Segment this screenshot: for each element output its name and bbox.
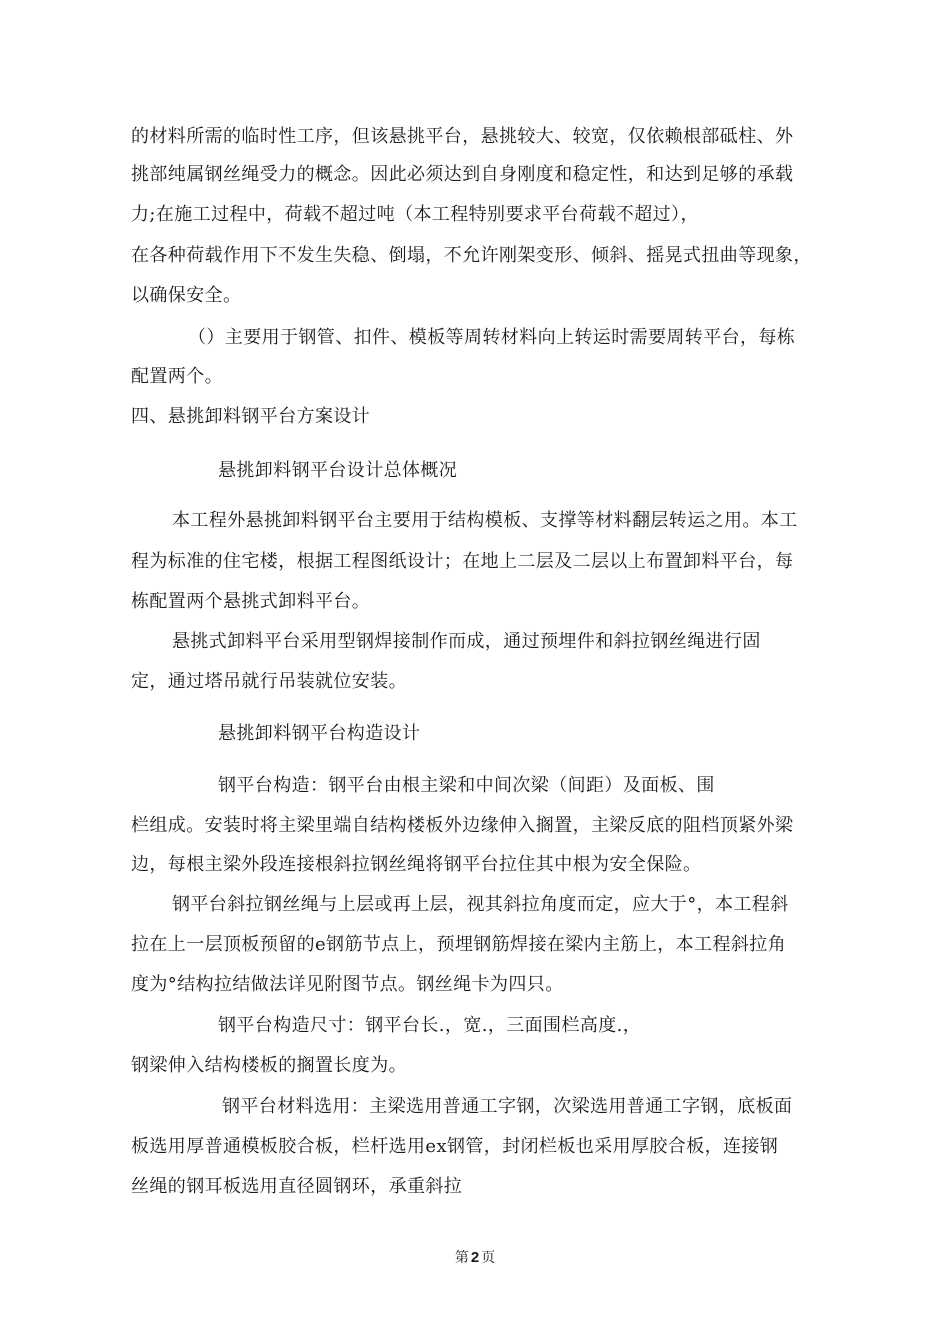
- body-line-11: 程为标准的住宅楼，根据工程图纸设计；在地上二层及二层以上布置卸料平台，每: [131, 551, 794, 572]
- body-line-4: 在各种荷载作用下不发生失稳、倒塌，不允许刚架变形、倾斜、摇晃式扭曲等现象，: [131, 245, 812, 266]
- body-line-22: 钢平台构造尺寸：钢平台长.，宽.，三面围栏高度.，: [218, 1015, 642, 1036]
- body-line-7: 配置两个。: [131, 366, 223, 387]
- body-line-10: 本工程外悬挑卸料钢平台主要用于结构模板、支撑等材料翻层转运之用。本工: [172, 510, 798, 531]
- body-line-24: 钢平台材料选用：主梁选用普通工字钢，次梁选用普通工字钢，底板面: [222, 1096, 793, 1117]
- page-number: 2: [470, 1249, 480, 1266]
- subsection-heading-1: 悬挑卸料钢平台设计总体概况: [218, 460, 458, 481]
- body-line-2: 挑部纯属钢丝绳受力的概念。因此必须达到自身刚度和稳定性，和达到足够的承载: [131, 164, 794, 185]
- body-line-18: 边，每根主梁外段连接根斜拉钢丝绳将钢平台拉住其中根为安全保险。: [131, 854, 702, 875]
- subsection-heading-2: 悬挑卸料钢平台构造设计: [218, 723, 421, 744]
- body-line-19: 钢平台斜拉钢丝绳与上层或再上层，视其斜拉角度而定，应大于°，本工程斜: [172, 894, 789, 915]
- body-line-17: 栏组成。安装时将主梁里端自结构楼板外边缘伸入搁置，主梁反底的阻档顶紧外梁: [131, 815, 794, 836]
- body-line-20: 拉在上一层顶板预留的e钢筋节点上，预埋钢筋焊接在梁内主筋上，本工程斜拉角: [131, 934, 787, 955]
- body-line-5: 以确保安全。: [131, 285, 242, 306]
- body-line-13: 悬挑式卸料平台采用型钢焊接制作而成，通过预埋件和斜拉钢丝绳进行固: [172, 631, 761, 652]
- body-line-26: 丝绳的钢耳板选用直径圆钢环，承重斜拉: [131, 1176, 463, 1197]
- body-line-23: 钢梁伸入结构楼板的搁置长度为。: [131, 1055, 407, 1076]
- body-line-21: 度为°结构拉结做法详见附图节点。钢丝绳卡为四只。: [131, 974, 564, 995]
- page-label-suffix: 页: [481, 1250, 496, 1266]
- body-line-3: 力;在施工过程中，荷载不超过吨（本工程特别要求平台荷载不超过），: [131, 204, 699, 225]
- body-line-16: 钢平台构造：钢平台由根主梁和中间次梁（间距）及面板、围: [218, 775, 715, 796]
- body-line-6: （）主要用于钢管、扣件、模板等周转材料向上转运时需要周转平台，每栋: [188, 327, 796, 348]
- body-line-14: 定，通过塔吊就行吊装就位安装。: [131, 671, 407, 692]
- page-label-prefix: 第: [454, 1250, 469, 1266]
- body-line-25: 板选用厚普通模板胶合板，栏杆选用ex钢管，封闭栏板也采用厚胶合板，连接钢: [131, 1136, 779, 1157]
- body-line-12: 栋配置两个悬挑式卸料平台。: [131, 591, 371, 612]
- page-footer: [0, 1248, 950, 1268]
- section-heading: 四、悬挑卸料钢平台方案设计: [131, 406, 371, 427]
- body-line-1: 的材料所需的临时性工序，但该悬挑平台，悬挑较大、较宽，仅依赖根部砥柱、外: [131, 126, 794, 147]
